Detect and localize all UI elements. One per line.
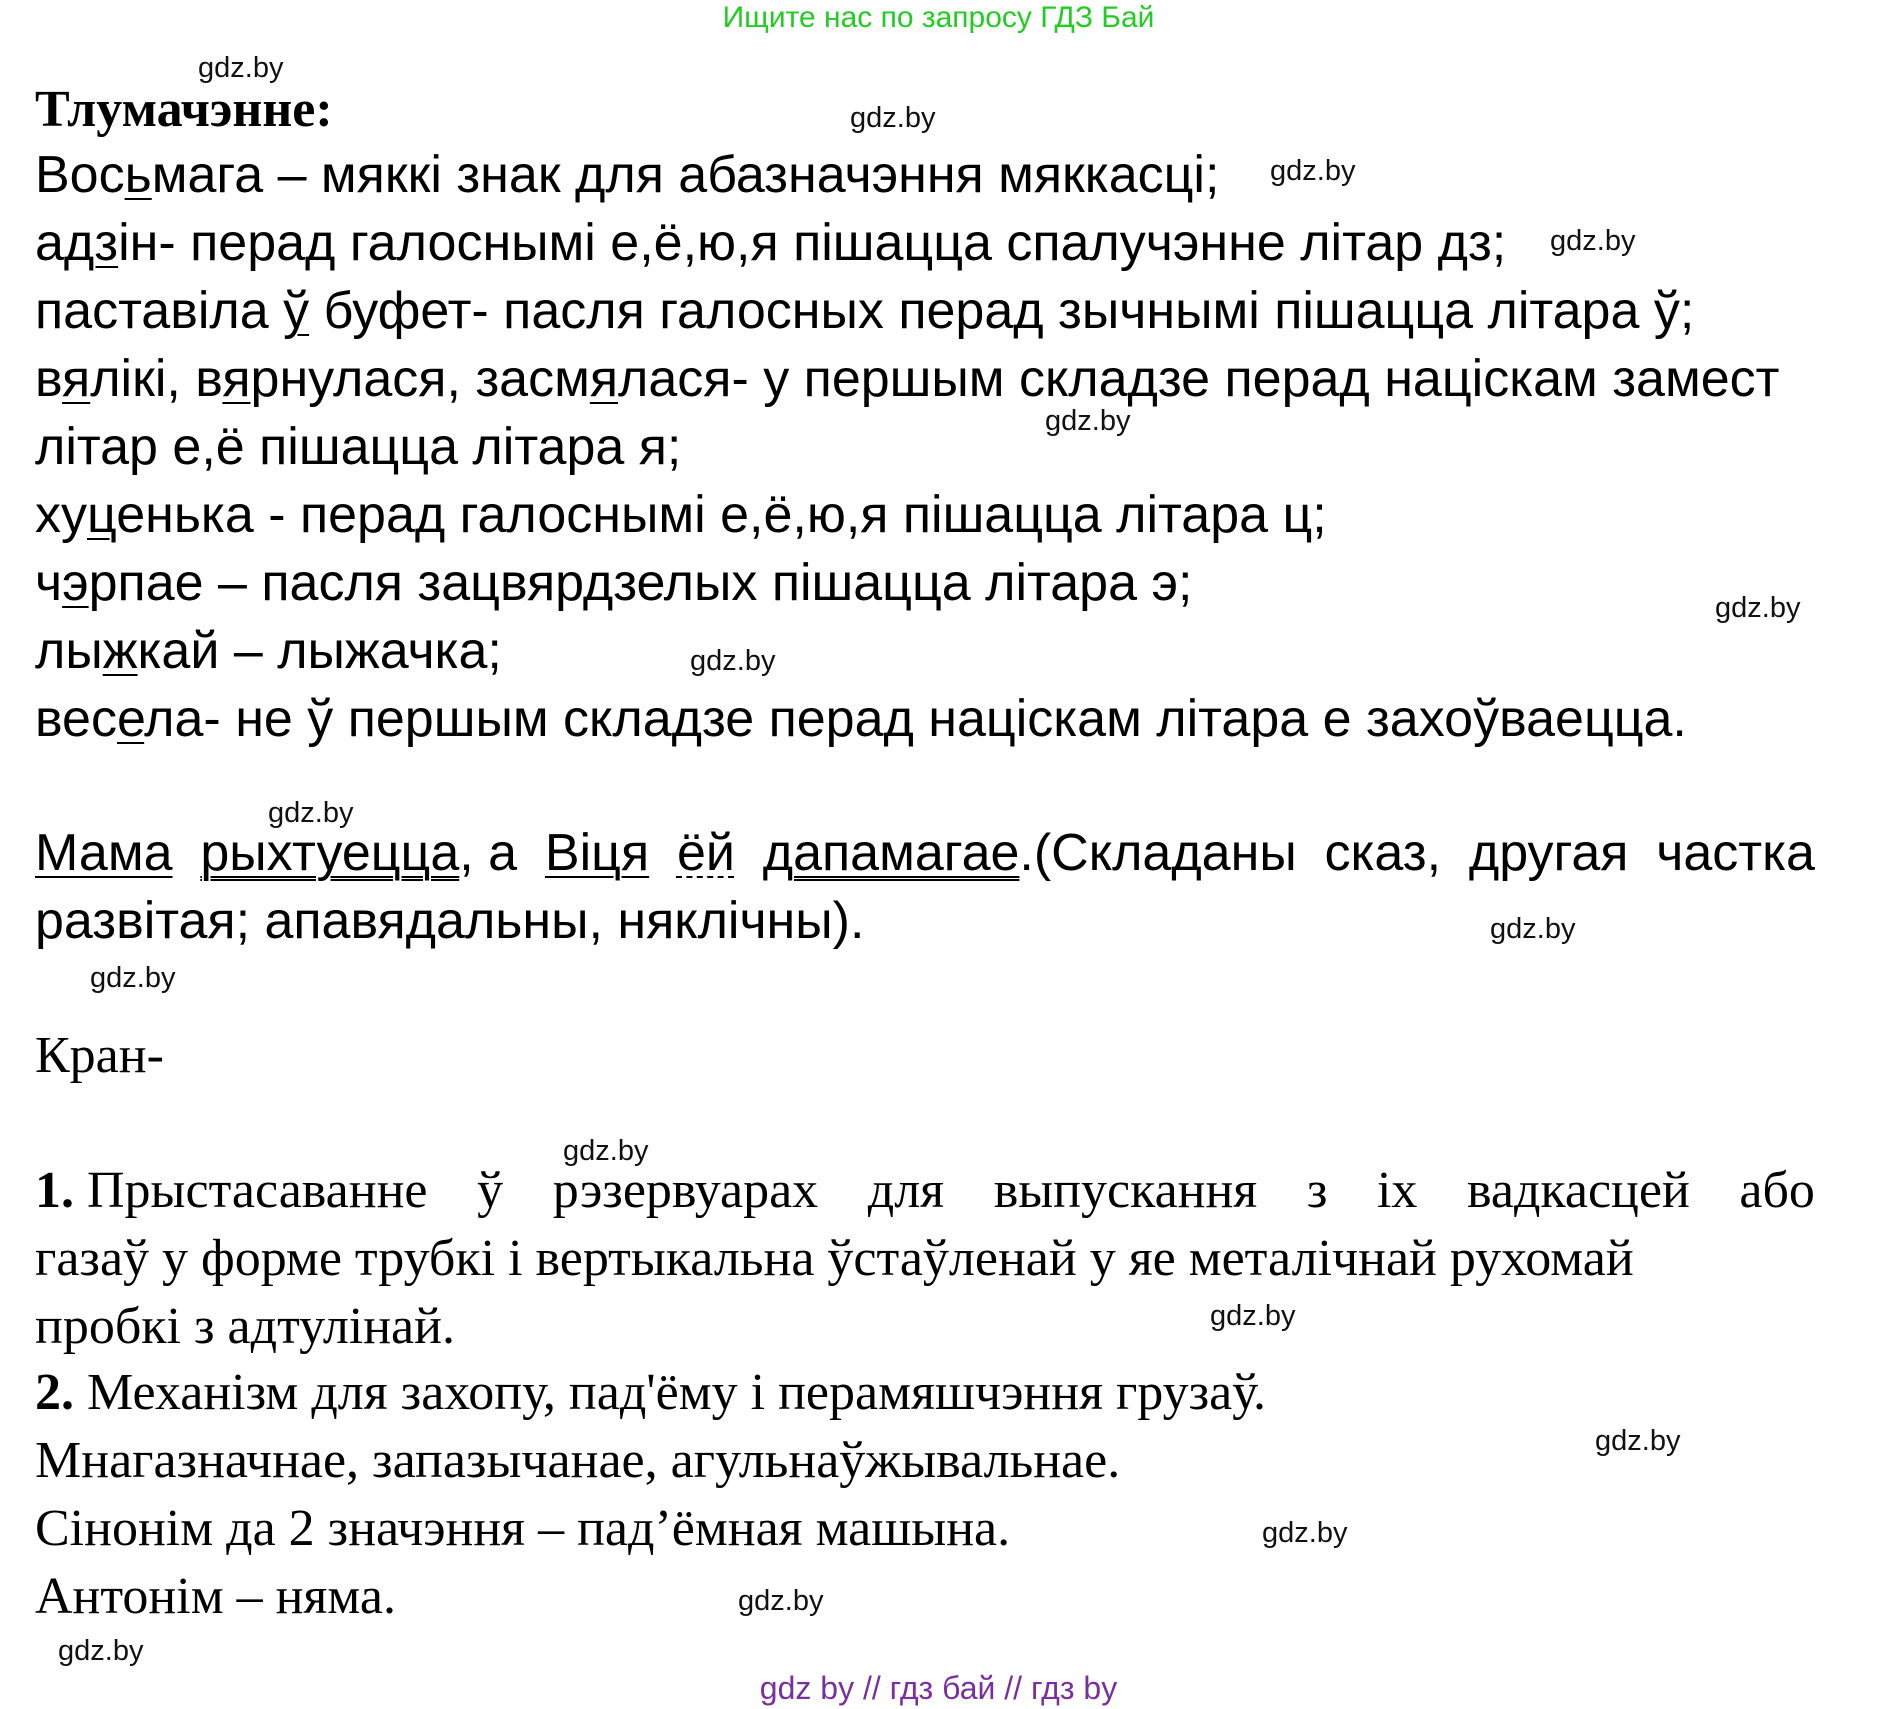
explanation-line xyxy=(35,553,1192,613)
text: для xyxy=(867,1162,945,1219)
text: рпае – пасля зацвярдзелых пішацца літара э; xyxy=(88,554,1193,612)
text: ч xyxy=(35,554,63,612)
meaning-number: 1. xyxy=(35,1162,74,1219)
underlined-letter: ь xyxy=(124,146,152,204)
watermark: gdz.by xyxy=(850,102,936,134)
explanation-line xyxy=(35,485,1327,545)
explanation-line xyxy=(35,689,1687,749)
watermark: gdz.by xyxy=(1262,1517,1348,1549)
text: з xyxy=(1306,1162,1328,1219)
meaning-line xyxy=(35,1363,1266,1423)
underlined-letter: ў xyxy=(283,282,310,340)
text: рнулася, засм xyxy=(250,350,590,408)
watermark: gdz.by xyxy=(1210,1300,1296,1332)
text: або xyxy=(1739,1162,1815,1219)
watermark: gdz.by xyxy=(1490,913,1576,945)
object: ёй xyxy=(676,824,735,882)
text: буфет- пасля галосных перад зычнымі пішацца літара ў; xyxy=(309,282,1695,340)
explanation-line xyxy=(35,621,502,681)
text: а xyxy=(35,214,64,272)
text: ін- перад галоснымі е,ё,ю,я пішацца спалучэнне літар дз; xyxy=(118,214,1507,272)
sentence-word: частка xyxy=(1656,824,1815,882)
meaning-line: газаў у форме трубкі і вертыкальна ўстаўленай у яе металічнай рухомай xyxy=(35,1230,1634,1287)
watermark: gdz.by xyxy=(268,797,354,829)
antonym-line: Антонім – няма. xyxy=(35,1568,396,1625)
sentence-line: развітая; апавядальны, няклічны). xyxy=(35,892,865,950)
text: лікі, в xyxy=(90,350,223,408)
sentence-word: другая xyxy=(1468,824,1629,882)
search-banner: Ищите нас по запросу ГДЗ Бай xyxy=(722,1,1155,34)
text: Прыстасаванне xyxy=(87,1162,428,1219)
explanation-line xyxy=(35,349,1779,409)
underlined-letter: е xyxy=(116,690,145,748)
predicate: дапамагае xyxy=(762,824,1020,882)
text: Вос xyxy=(35,146,125,204)
subject: Віця xyxy=(544,824,650,882)
watermark: gdz.by xyxy=(738,1585,824,1617)
word-characteristics: Мнагазначнае, запазычанае, агульнаўжывальнае. xyxy=(35,1432,1121,1489)
watermark: gdz.by xyxy=(1550,225,1636,257)
watermark: gdz.by xyxy=(198,52,284,84)
subject: Мама xyxy=(35,824,173,882)
text: мага – мяккі знак для абазначэння мяккасці; xyxy=(151,146,1220,204)
underlined-letter: ц xyxy=(87,486,117,544)
synonym-line: Сінонім да 2 значэння – пад’ёмная машына. xyxy=(35,1500,1011,1557)
text: ў xyxy=(477,1162,504,1219)
sentence-word xyxy=(763,823,1297,883)
watermark: gdz.by xyxy=(563,1135,649,1167)
text: іх xyxy=(1376,1162,1418,1219)
text: вес xyxy=(35,690,117,748)
meaning-line: пробкі з адтулінай. xyxy=(35,1298,455,1355)
text: кай – лыжачка; xyxy=(137,622,502,680)
explanation-line xyxy=(35,213,1506,273)
watermark: gdz.by xyxy=(1715,592,1801,624)
text: енька - перад галоснымі е,ё,ю,я пішацца літара ц; xyxy=(116,486,1327,544)
meaning-start xyxy=(35,1161,428,1221)
explanation-line: літар е,ё пішацца літара я; xyxy=(35,418,682,476)
text: ла- не ў першым складзе перад націскам літара е захоўваецца. xyxy=(144,690,1687,748)
text: в xyxy=(35,350,63,408)
text: лы xyxy=(35,622,103,680)
word-heading: Кран- xyxy=(35,1027,164,1084)
watermark: gdz.by xyxy=(1270,155,1356,187)
text: паставіла xyxy=(35,282,284,340)
text: .(Складаны xyxy=(1019,824,1297,882)
underlined-letter: я xyxy=(62,350,91,408)
sentence-line xyxy=(35,823,1815,883)
section-title: Тлумачэнне: xyxy=(35,81,333,138)
sentence-word xyxy=(677,823,735,883)
text: рэзервуарах xyxy=(552,1162,819,1219)
watermark: gdz.by xyxy=(1595,1425,1681,1457)
text: лася- у першым складзе перад націскам замест xyxy=(618,350,1780,408)
text: вадкасцей xyxy=(1467,1162,1690,1219)
footer-watermark: gdz by // гдз бай // гдз by xyxy=(759,1670,1118,1706)
meaning-line xyxy=(35,1161,1815,1221)
sentence-word xyxy=(200,823,517,883)
watermark: gdz.by xyxy=(1045,405,1131,437)
underlined-letter: ж xyxy=(102,622,138,680)
watermark: gdz.by xyxy=(690,645,776,677)
text: Механізм для захопу, пад'ёму і перамяшчэння грузаў. xyxy=(74,1364,1267,1421)
watermark: gdz.by xyxy=(58,1635,144,1667)
sentence-word xyxy=(545,823,649,883)
underlined-letter: я xyxy=(222,350,251,408)
underlined-letter: дз xyxy=(63,214,119,272)
predicate: рыхтуецца xyxy=(200,824,460,882)
underlined-letter: я xyxy=(589,350,619,408)
text: выпускання xyxy=(993,1162,1258,1219)
explanation-line xyxy=(35,145,1219,205)
text: ху xyxy=(35,486,87,544)
underlined-letter: э xyxy=(62,554,89,612)
sentence-word: сказ, xyxy=(1324,824,1442,882)
text: , а xyxy=(459,824,518,882)
meaning-number: 2. xyxy=(35,1364,74,1421)
watermark: gdz.by xyxy=(90,962,176,994)
sentence-word xyxy=(35,823,173,883)
explanation-line xyxy=(35,281,1694,341)
